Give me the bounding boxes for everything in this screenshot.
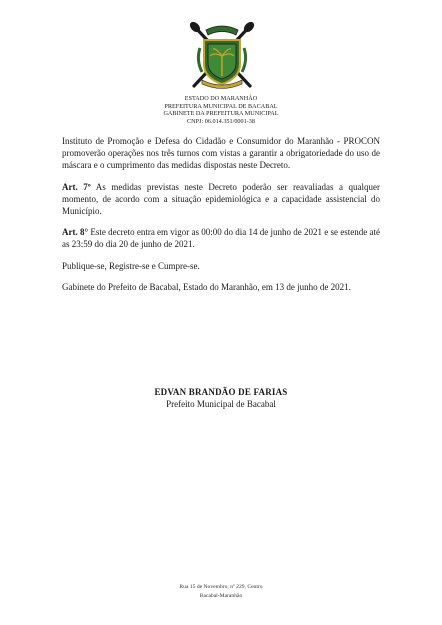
paragraph-procon: Instituto de Promoção e Defesa do Cidadão e Consumidor do Maranhão - PROCON promoverão operações nos três turnos com vistas a garantir a obrigatoriedade do uso de máscara e o cumprimento das medidas dispostas neste Decreto. xyxy=(62,136,380,171)
place-and-date: Gabinete do Prefeito de Bacabal, Estado do Maranhão, em 13 de junho de 2021. xyxy=(62,281,351,292)
document-footer xyxy=(0,583,442,600)
signature-block xyxy=(0,386,442,410)
header-cabinet: GABINETE DA PREFEITURA MUNICIPAL xyxy=(163,110,279,118)
header-cnpj: CNPJ: 06.014.351/0001-38 xyxy=(187,117,255,125)
signatory-title: Prefeito Municipal de Bacabal xyxy=(166,399,276,409)
article-7-text: As medidas previstas neste Decreto poderão ser reavaliadas a qualquer momento, de acordo com a situação epidemiológica e a capacidade assistencial do Município. xyxy=(62,181,380,217)
footer-address: Rua 15 de Novembro, nº 229, Centro xyxy=(179,584,263,590)
article-8-label: Art. 8° xyxy=(62,227,89,238)
header-prefecture: PREFEITURA MUNICIPAL DE BACABAL xyxy=(164,102,278,110)
signatory-name: EDVAN BRANDÃO DE FARIAS xyxy=(154,387,288,397)
article-8-text: Este decreto entra em vigor as 00:00 do dia 14 de junho de 2021 e se estende até as 23:59 do dia 20 de junho de 2021. xyxy=(62,227,381,250)
footer-city: Bacabal-Maranhão xyxy=(199,592,243,599)
municipal-crest-logo xyxy=(186,20,258,92)
document-header xyxy=(0,95,442,125)
article-7 xyxy=(62,181,380,218)
article-8 xyxy=(62,226,380,250)
article-7-label: Art. 7º xyxy=(62,181,91,192)
closing-formula: Publique-se, Registre-se e Cumpre-se. xyxy=(62,260,200,271)
decree-body xyxy=(62,135,380,302)
header-state: ESTADO DO MARANHÃO xyxy=(184,95,258,102)
